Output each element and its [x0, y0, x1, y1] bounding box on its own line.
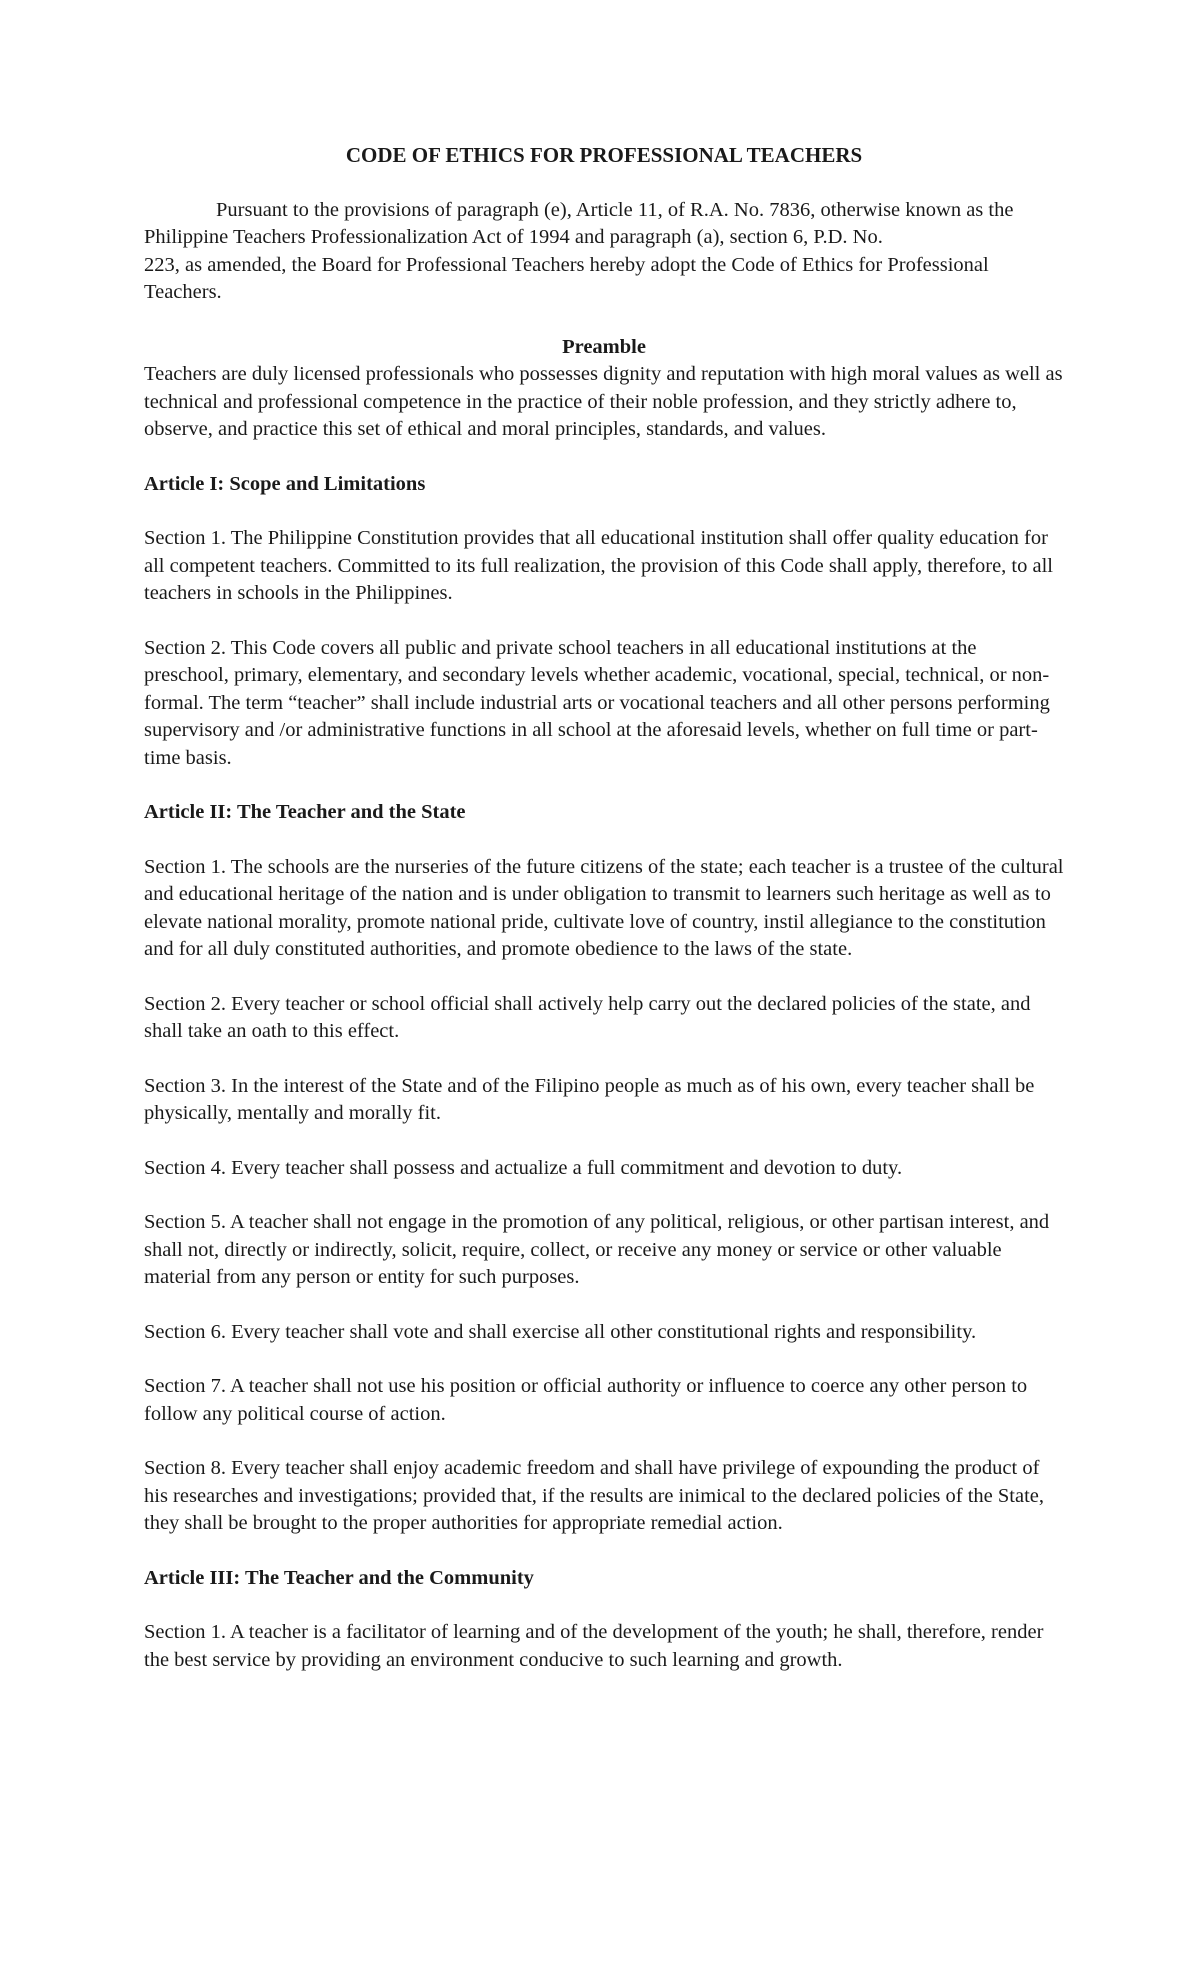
intro-line-2: 223, as amended, the Board for Professional Teachers hereby adopt the Code of Ethics for Professional Teachers.	[144, 253, 989, 303]
document-body	[144, 142, 1064, 1701]
article-1-section-1: Section 1. The Philippine Constitution provides that all educational institution shall offer quality education for all competent teachers. Committed to its full realization, the provision of this Code shall apply, therefore, to all teachers in schools in the Philippines.	[144, 527, 1053, 604]
article-2-section-3: Section 3. In the interest of the State and of the Filipino people as much as of his own, every teacher shall be physically, mentally and morally fit.	[144, 1074, 1035, 1124]
document-title: CODE OF ETHICS FOR PROFESSIONAL TEACHERS	[345, 143, 863, 167]
preamble-text: Teachers are duly licensed professionals who possesses dignity and reputation with high moral values as well as technical and professional competence in the practice of their noble profession, and they strictly adhere to, observe, and practice this set of ethical and moral principles, standards, and values.	[144, 363, 1063, 440]
article-2-section-4: Section 4. Every teacher shall possess and actualize a full commitment and devotion to duty.	[144, 1156, 903, 1179]
article-1-section-2: Section 2. This Code covers all public and private school teachers in all educational institutions at the preschool, primary, elementary, and secondary levels whether academic, vocational, special, technical, or non-formal. The term “teacher” shall include industrial arts or vocational teachers and all other persons performing supervisory and /or administrative functions in all school at the aforesaid levels, whether on full time or part-time basis.	[144, 636, 1050, 769]
article-2-section-7: Section 7. A teacher shall not use his position or official authority or influence to coerce any other person to follow any political course of action.	[144, 1375, 1028, 1425]
article-3-section-1: Section 1. A teacher is a facilitator of learning and of the development of the youth; he shall, therefore, render the best service by providing an environment conducive to such learning and growth.	[144, 1621, 1044, 1671]
article-3-heading: Article III: The Teacher and the Community	[144, 1566, 534, 1589]
article-1-heading: Article I: Scope and Limitations	[144, 472, 426, 495]
intro-line-1: Pursuant to the provisions of paragraph (e), Article 11, of R.A. No. 7836, otherwise known as the Philippine Teachers Professionalization Act of 1994 and paragraph (a), section 6, P.D. No.	[144, 198, 1014, 248]
article-2-section-5: Section 5. A teacher shall not engage in the promotion of any political, religious, or other partisan interest, and shall not, directly or indirectly, solicit, require, collect, or receive any money or service or other valuable material from any person or entity for such purposes.	[144, 1211, 1050, 1288]
article-2-section-1: Section 1. The schools are the nurseries of the future citizens of the state; each teacher is a trustee of the cultural and educational heritage of the nation and is under obligation to transmit to learners such heritage as well as to elevate national morality, promote national pride, cultivate love of country, instil allegiance to the constitution and for all duly constituted authorities, and promote obedience to the laws of the state.	[144, 855, 1064, 960]
intro-paragraph	[144, 197, 1064, 307]
article-2-section-6: Section 6. Every teacher shall vote and shall exercise all other constitutional rights and responsibility.	[144, 1320, 977, 1343]
article-2-heading: Article II: The Teacher and the State	[144, 801, 466, 823]
article-2-section-2: Section 2. Every teacher or school official shall actively help carry out the declared policies of the state, and shall take an oath to this effect.	[144, 992, 1031, 1042]
preamble-heading: Preamble	[562, 335, 646, 358]
article-2-section-8: Section 8. Every teacher shall enjoy academic freedom and shall have privilege of expounding the product of his researches and investigations; provided that, if the results are inimical to the declared policies of the State, they shall be brought to the proper authorities for appropriate remedial action.	[144, 1457, 1045, 1534]
